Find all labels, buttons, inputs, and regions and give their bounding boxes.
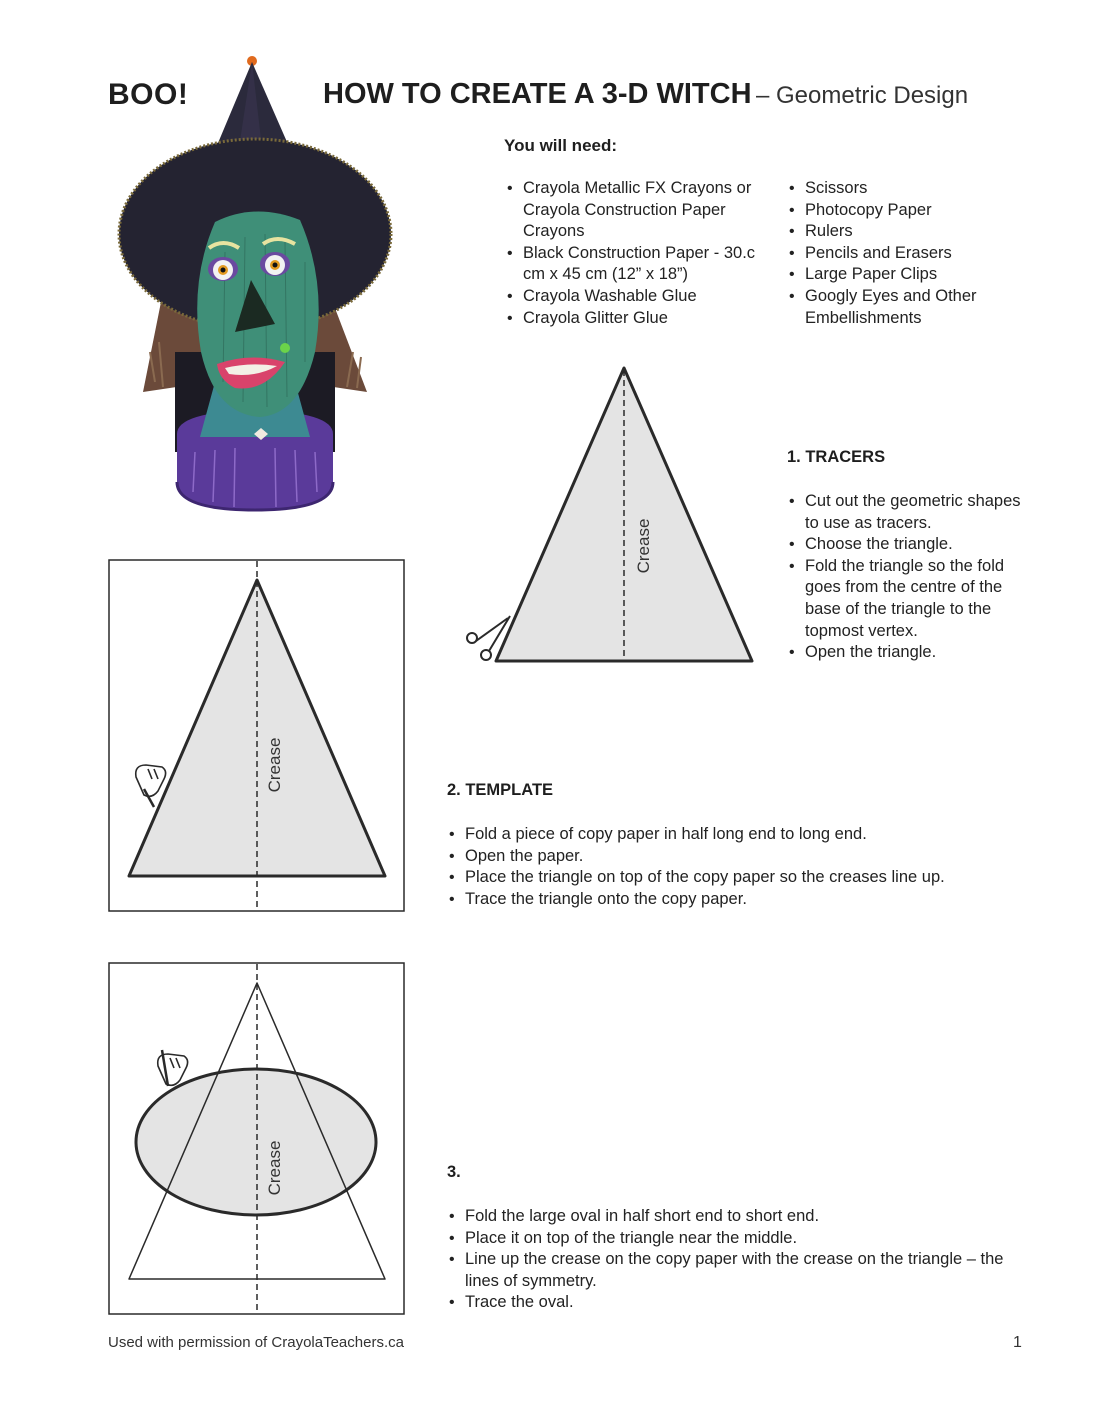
list-item: • Cut out the geometric shapes to use as tracers. [787, 491, 1027, 534]
list-item: • Googly Eyes and Other Embellishments [787, 286, 1027, 329]
crease-label: Crease [634, 518, 653, 574]
list-item: • Fold the triangle so the fold goes from the centre of the base of the triangle to the topmost vertex. [787, 556, 1027, 642]
list-item: • Fold a piece of copy paper in half long end to long end. [447, 824, 1007, 846]
list-item: • Large Paper Clips [787, 264, 1027, 286]
page-number: 1 [1013, 1334, 1022, 1351]
step2-heading: 2. TEMPLATE [447, 781, 554, 799]
page-title [323, 78, 968, 111]
list-item: • Pencils and Erasers [787, 243, 1027, 265]
list-item: • Crayola Washable Glue [505, 286, 775, 308]
witch-illustration [115, 52, 395, 514]
list-item: • Rulers [787, 221, 1027, 243]
materials-list-right [787, 178, 1027, 329]
crease-label: Crease [265, 1140, 284, 1196]
list-item: • Place it on top of the triangle near the middle. [447, 1228, 1007, 1250]
list-item: • Crayola Metallic FX Crayons or Crayola Construction Paper Crayons [505, 178, 775, 243]
list-item: • Choose the triangle. [787, 534, 1027, 556]
title-main: HOW TO CREATE A 3-D WITCH [323, 78, 752, 110]
boo-title: BOO! [108, 78, 189, 111]
list-item: • Crayola Glitter Glue [505, 308, 775, 330]
materials-heading: You will need: [504, 136, 618, 155]
step1-list [787, 491, 1027, 664]
list-item: • Trace the triangle onto the copy paper. [447, 889, 1007, 911]
list-item: • Place the triangle on top of the copy paper so the creases line up. [447, 867, 1007, 889]
title-subtitle: – Geometric Design [755, 82, 969, 109]
tracer-triangle-diagram [462, 360, 762, 670]
list-item: • Trace the oval. [447, 1292, 1007, 1314]
materials-list-left [505, 178, 775, 329]
list-item: • Open the triangle. [787, 642, 1027, 664]
crease-label: Crease [265, 737, 284, 793]
list-item: • Fold the large oval in half short end to short end. [447, 1206, 1007, 1228]
step2-list [447, 824, 1007, 910]
step3-list [447, 1206, 1007, 1314]
list-item: • Scissors [787, 178, 1027, 200]
list-item: • Photocopy Paper [787, 200, 1027, 222]
template-diagram [108, 559, 406, 913]
list-item: • Black Construction Paper - 30.c cm x 45 cm (12” x 18”) [505, 243, 775, 286]
list-item: • Line up the crease on the copy paper with the crease on the triangle – the lines of symmetry. [447, 1249, 1007, 1292]
list-item: • Open the paper. [447, 846, 1007, 868]
step1-heading: 1. TRACERS [787, 448, 886, 466]
footer-credit: Used with permission of CrayolaTeachers.ca [108, 1334, 404, 1351]
step3-heading: 3. [447, 1163, 461, 1181]
oval-diagram [108, 962, 406, 1316]
